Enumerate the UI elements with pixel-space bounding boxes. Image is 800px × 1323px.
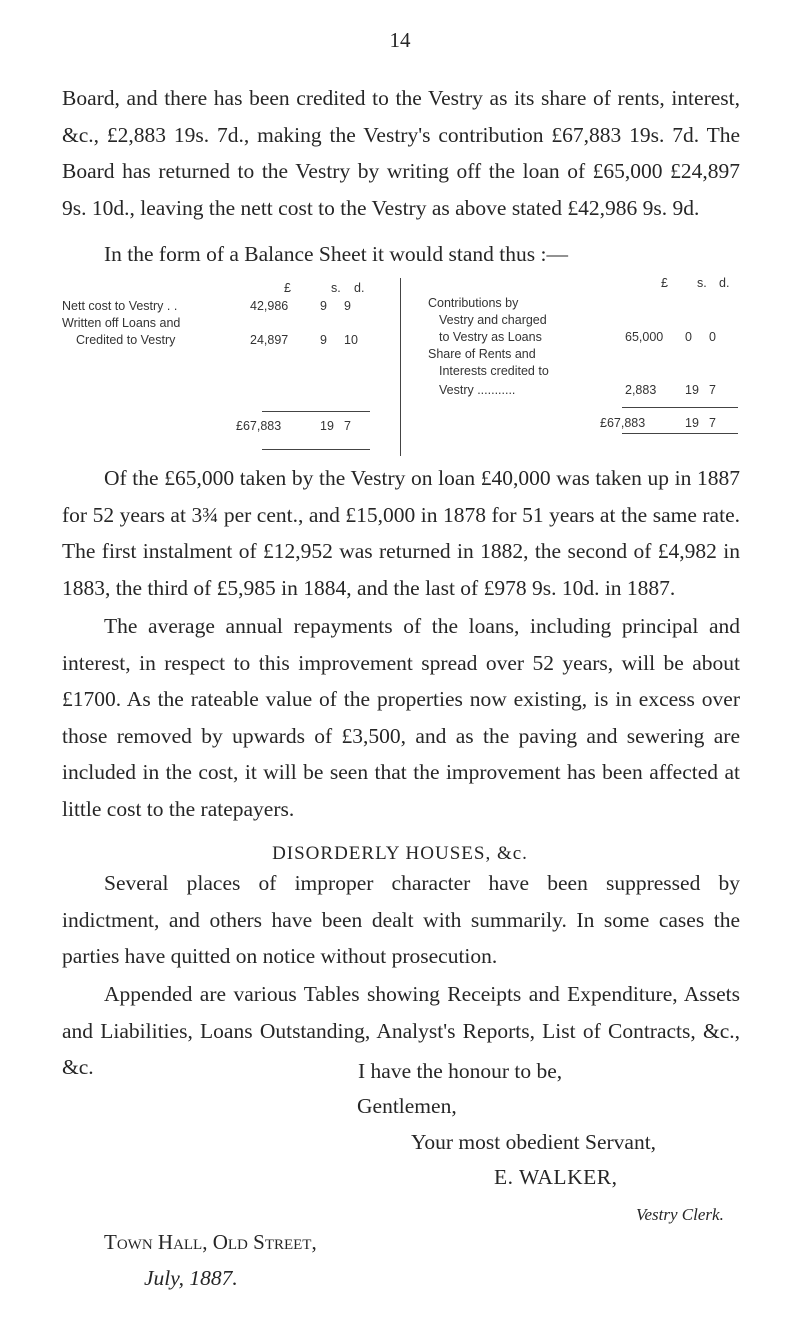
right-total-rule-top (622, 407, 738, 408)
letter-date: July, 1887. (144, 1266, 238, 1290)
left-header-pence: d. (354, 281, 365, 295)
left-total-shillings: 19 (320, 419, 334, 433)
right-row-share-label-a: Share of Rents and (428, 347, 536, 361)
right-row-contributions-pence: 0 (709, 330, 716, 344)
right-header-pound: £ (661, 276, 668, 290)
page-number: 14 (389, 28, 411, 52)
signatory-title: Vestry Clerk. (636, 1205, 724, 1224)
address-line: Town Hall, Old Street, (104, 1230, 317, 1254)
left-header-shillings: s. (331, 281, 341, 295)
left-row-nett-cost-shillings: 9 (320, 299, 327, 313)
paragraph-disorderly-houses: Several places of improper character have been suppressed by indictment, and others have been dealt with summarily. In some cases the parties have quitted on notice without prosecution. (62, 871, 740, 968)
balance-sheet-intro: In the form of a Balance Sheet it would stand thus :— (104, 242, 568, 266)
left-total-rule-bottom (262, 449, 370, 450)
right-row-contributions-label-c: to Vestry as Loans (439, 330, 542, 344)
left-row-nett-cost-pence: 9 (344, 299, 351, 313)
closing-gentlemen: Gentlemen, (357, 1094, 457, 1118)
right-row-share-shillings: 19 (685, 383, 699, 397)
left-row-nett-cost-pounds: 42,986 (250, 299, 289, 313)
paragraph-appended-tables: Appended are various Tables showing Receipts and Expenditure, Assets and Liabilities, Loans Outstanding, Analyst's Reports, List of Contracts, &c., &c. (62, 982, 740, 1079)
paragraph-board-credit: Board, and there has been credited to the Vestry as its share of rents, interest, &c., £2,883 19s. 7d., making the Vestry's contribution £67,883 19s. 7d. The Board has returned to the Vestry by writing off the loan of £65,000 £24,897 9s. 10d., leaving the nett cost to the Vestry as above stated £42,986 9s. 9d. (62, 86, 740, 220)
closing-honour: I have the honour to be, (358, 1059, 563, 1083)
right-total-shillings: 19 (685, 416, 699, 430)
left-total-rule-top (262, 411, 370, 412)
paragraph-repayments: The average annual repayments of the loans, including principal and interest, in respect to this improvement spread over 52 years, will be about £1700. As the rateable value of the properties now existing, is in excess over those removed by upwards of £3,500, and as the paving and sewering are included in the cost, it will be seen that the improvement has been affected at little cost to the ratepayers. (62, 614, 740, 821)
right-row-share-label-b: Interests credited to (439, 364, 549, 378)
left-row-written-off-label-b: Credited to Vestry (76, 333, 176, 347)
right-row-contributions-label-a: Contributions by (428, 296, 519, 310)
right-total-pence: 7 (709, 416, 716, 430)
left-total-pence: 7 (344, 419, 351, 433)
left-row-written-off-pence: 10 (344, 333, 358, 347)
left-row-written-off-label-a: Written off Loans and (62, 316, 181, 330)
right-row-share-pence: 7 (709, 383, 716, 397)
left-header-pound: £ (284, 281, 291, 295)
right-header-shillings: s. (697, 276, 707, 290)
section-heading-disorderly-houses: DISORDERLY HOUSES, &c. (272, 843, 528, 864)
right-total-rule-bottom (622, 433, 738, 434)
right-row-contributions-pounds: 65,000 (625, 330, 664, 344)
closing-servant: Your most obedient Servant, (411, 1130, 657, 1154)
left-row-written-off-shillings: 9 (320, 333, 327, 347)
left-row-written-off-pounds: 24,897 (250, 333, 289, 347)
right-header-pence: d. (719, 276, 730, 290)
balance-sheet-divider (400, 278, 401, 456)
paragraph-loan-details: Of the £65,000 taken by the Vestry on loan £40,000 was taken up in 1887 for 52 years at 3¾ per cent., and £15,000 in 1878 for 51 years at the same rate. The first instalment of £12,952 was returned in 1882, the second of £4,982 in 1883, the third of £5,985 in 1884, and the last of £978 9s. 10d. in 1887. (62, 466, 740, 600)
right-total-pounds: £67,883 (600, 416, 646, 430)
right-row-contributions-shillings: 0 (685, 330, 692, 344)
left-total-pounds: £67,883 (236, 419, 282, 433)
left-row-nett-cost-label: Nett cost to Vestry . . (62, 299, 178, 313)
right-row-share-pounds: 2,883 (625, 383, 657, 397)
right-row-share-label-c: Vestry ........... (439, 383, 516, 397)
right-row-contributions-label-b: Vestry and charged (439, 313, 547, 327)
signatory-name: E. WALKER, (494, 1165, 618, 1189)
